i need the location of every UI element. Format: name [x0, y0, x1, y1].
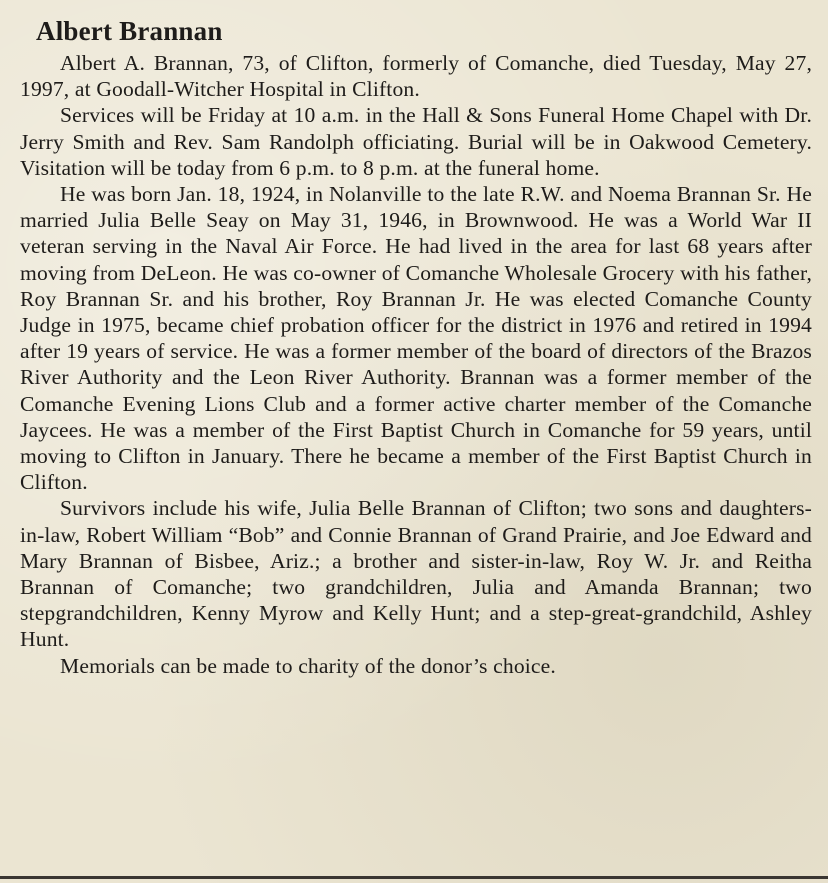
paragraph-biography: He was born Jan. 18, 1924, in Nolanville to the late R.W. and Noema Brannan Sr. He married Julia Belle Seay on May 31, 1946, in Brownwood. He was a World War II veteran serving in the Naval Air Force. He had lived in the area for last 68 years after moving from DeLeon. He was co-owner of Comanche Wholesale Grocery with his father, Roy Brannan Sr. and his brother, Roy Brannan Jr. He was elected Comanche County Judge in 1975, became chief probation officer for the district in 1976 and retired in 1994 after 19 years of service. He was a former member of the board of directors of the Brazos River Authority and the Leon River Authority. Brannan was a former member of the Comanche Evening Lions Club and a former active charter member of the Comanche Jaycees. He was a member of the First Baptist Church in Comanche for 59 years, until moving to Clifton in January. There he became a member of the First Baptist Church in Clifton. — [20, 182, 812, 495]
headline: Albert Brannan — [36, 16, 223, 46]
paragraph-services: Services will be Friday at 10 a.m. in the Hall & Sons Funeral Home Chapel with Dr. Jerry Smith and Rev. Sam Randolph officiating. Burial will be in Oakwood Cemetery. Visitation will be today from 6 p.m. to 8 p.m. at the funeral home. — [20, 103, 812, 180]
paragraph-survivors: Survivors include his wife, Julia Belle Brannan of Clifton; two sons and daughters-in-law, Robert William “Bob” and Connie Brannan of Grand Prairie, and Joe Edward and Mary Brannan of Bisbee, Ariz.; a brother and sister-in-law, Roy W. Jr. and Reitha Brannan of Comanche; two grandchildren, Julia and Amanda Brannan; two stepgrandchildren, Kenny Myrow and Kelly Hunt; and a step-great-grandchild, Ashley Hunt. — [20, 496, 812, 652]
bottom-rule — [0, 876, 828, 879]
obituary-article — [20, 14, 812, 679]
paragraph-death-notice: Albert A. Brannan, 73, of Clifton, formerly of Comanche, died Tuesday, May 27, 1997, at Goodall-Witcher Hospital in Clifton. — [20, 51, 812, 102]
paragraph-memorials: Memorials can be made to charity of the donor’s choice. — [60, 653, 556, 678]
